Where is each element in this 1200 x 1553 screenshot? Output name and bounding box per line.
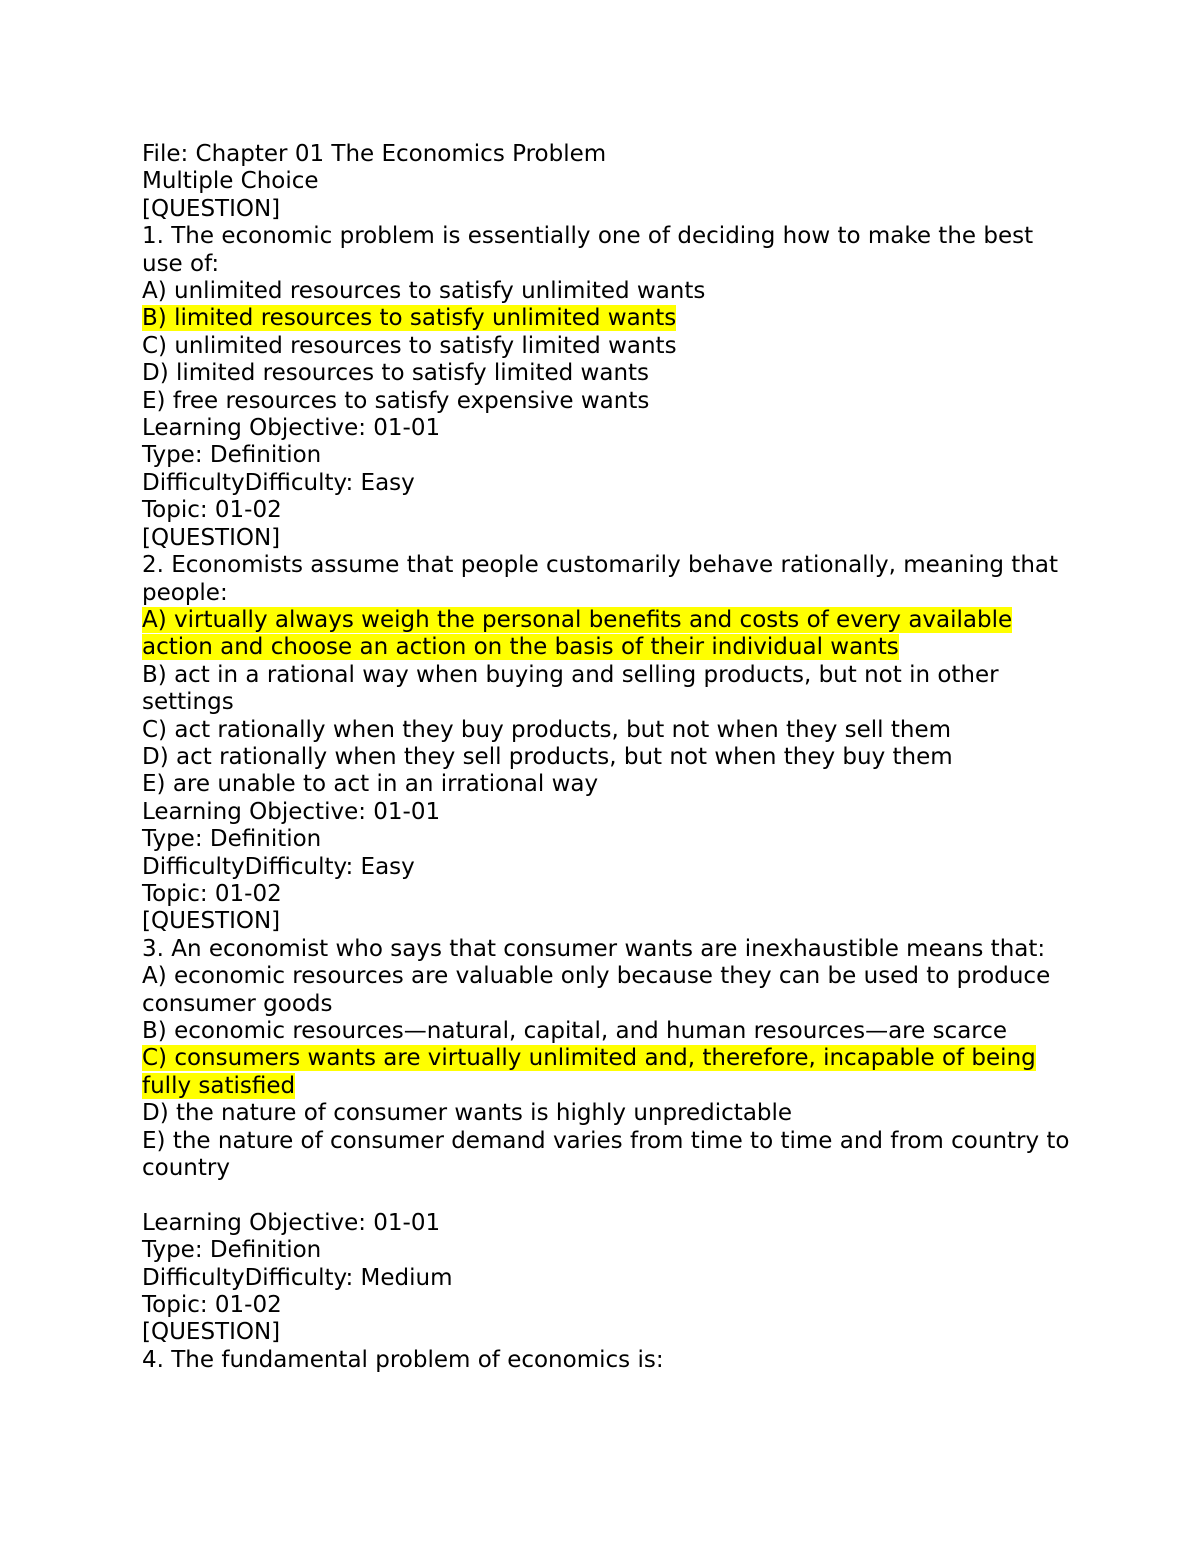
choice-b: B) economic resources—natural, capital, and human resources—are scarce (142, 1018, 1008, 1044)
choice-b-correct (142, 305, 1072, 332)
choice-c: C) unlimited resources to satisfy limited wants (142, 332, 677, 359)
question-type: Type: Definition (142, 442, 322, 469)
question-difficulty: DifficultyDifficulty: Easy (142, 853, 415, 880)
question-type: Type: Definition (142, 1237, 322, 1264)
choice-d: D) limited resources to satisfy limited wants (142, 360, 650, 387)
document-page (142, 141, 1072, 1374)
question-tag: [QUESTION] (142, 195, 281, 222)
answer-highlight: B) limited resources to satisfy unlimited wants (142, 305, 677, 332)
question-topic: Topic: 01-02 (142, 880, 282, 907)
question-stem: 3. An economist who says that consumer wants are inexhaustible means that: (142, 935, 1046, 962)
learning-objective: Learning Objective: 01-01 (142, 798, 441, 825)
choice-a: A) unlimited resources to satisfy unlimited wants (142, 278, 706, 305)
learning-objective: Learning Objective: 01-01 (142, 415, 441, 442)
question-topic: Topic: 01-02 (142, 497, 282, 524)
choice-b: B) act in a rational way when buying and selling products, but not in other settings (142, 661, 999, 716)
section-title: Multiple Choice (142, 168, 319, 195)
question-stem: 1. The economic problem is essentially one of deciding how to make the best use of: (142, 223, 1034, 277)
choice-d: D) the nature of consumer wants is highly unpredictable (142, 1100, 793, 1127)
file-title: File: Chapter 01 The Economics Problem (142, 141, 607, 167)
choice-e: E) free resources to satisfy expensive wants (142, 387, 650, 414)
answer-highlight: A) virtually always weigh the personal benefits and costs of every available action and choose an action on the basis of their individual wants (142, 606, 1013, 661)
choice-c: C) act rationally when they buy products, but not when they sell them (142, 716, 952, 743)
question-tag: [QUESTION] (142, 908, 281, 935)
answer-highlight: C) consumers wants are virtually unlimited and, therefore, incapable of being fully satisfied (142, 1045, 1036, 1099)
question-stem: 4. The fundamental problem of economics is: (142, 1346, 664, 1373)
choice-a: A) economic resources are valuable only because they can be used to produce consumer goods (142, 963, 1051, 1017)
question-block-4 (142, 1319, 1072, 1374)
question-block-1 (142, 196, 1072, 525)
choice-e: E) the nature of consumer demand varies from time to time and from country to country (142, 1127, 1070, 1182)
question-type: Type: Definition (142, 826, 322, 853)
blank-line (142, 1182, 1072, 1209)
question-topic: Topic: 01-02 (142, 1292, 282, 1319)
learning-objective: Learning Objective: 01-01 (142, 1209, 441, 1236)
question-stem: 2. Economists assume that people customarily behave rationally, meaning that people: (142, 552, 1059, 606)
choice-d: D) act rationally when they sell products, but not when they buy them (142, 743, 953, 770)
question-tag: [QUESTION] (142, 524, 281, 551)
choice-c-correct (142, 1045, 1072, 1100)
question-difficulty: DifficultyDifficulty: Medium (142, 1264, 453, 1291)
question-block-2 (142, 525, 1072, 909)
choice-e: E) are unable to act in an irrational way (142, 771, 599, 798)
question-block-3 (142, 908, 1072, 1319)
question-tag: [QUESTION] (142, 1319, 281, 1346)
choice-a-correct (142, 607, 1072, 662)
question-difficulty: DifficultyDifficulty: Easy (142, 469, 415, 496)
